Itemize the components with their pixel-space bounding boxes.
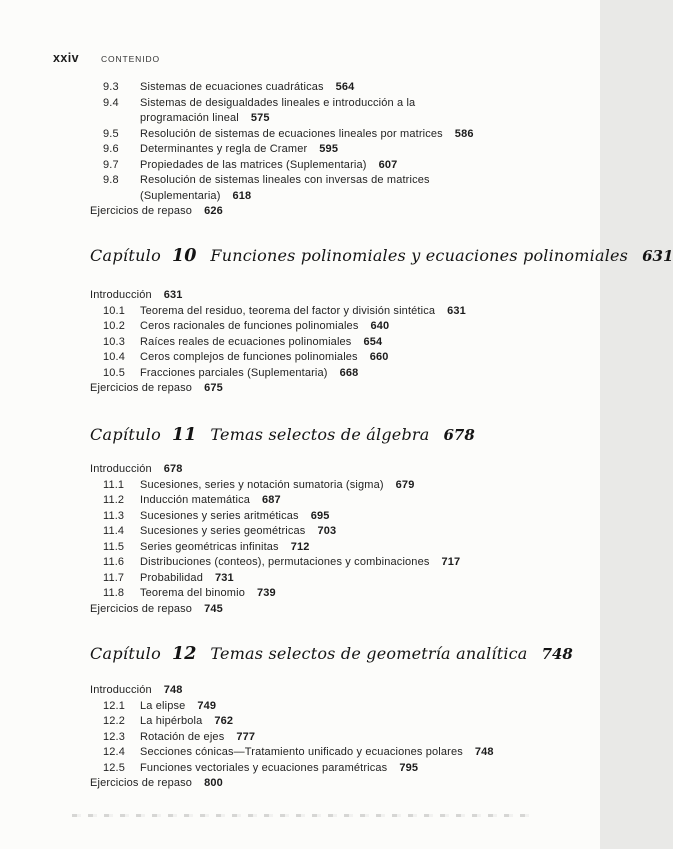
section-title: Rotación de ejes	[140, 730, 225, 743]
toc-entry	[90, 478, 580, 494]
intro-row	[90, 288, 580, 304]
chapter-label: Capítulo	[90, 644, 162, 663]
section-title: Sistemas de desigualdades lineales e introducción a la	[140, 96, 416, 109]
section-page: 695	[310, 509, 330, 522]
chapter-number: 10	[172, 246, 197, 266]
intro-page: 631	[163, 289, 183, 301]
toc-entry	[90, 730, 580, 746]
intro-page: 678	[163, 463, 183, 475]
toc-entry	[90, 745, 580, 761]
review-label: Ejercicios de repaso	[90, 602, 193, 615]
section-title: Resolución de sistemas lineales con inversas de matrices	[140, 174, 430, 186]
toc-block-chapter9	[90, 80, 580, 220]
section-page: 668	[339, 366, 359, 379]
review-page: 745	[204, 602, 223, 615]
section-title: Ceros racionales de funciones polinomiales	[140, 320, 359, 332]
section-title-continuation: (Suplementaria)	[140, 189, 221, 202]
section-number: 12.2	[103, 715, 126, 727]
section-number: 11.5	[103, 540, 125, 553]
section-title: Sistemas de ecuaciones cuadráticas	[140, 81, 324, 93]
toc-entry	[90, 540, 580, 556]
section-page: 631	[447, 304, 466, 317]
review-exercises-row	[90, 776, 580, 792]
section-number: 10.4	[103, 351, 126, 363]
section-title: Series geométricas infinitas	[140, 540, 279, 553]
section-number: 12.4	[103, 746, 126, 758]
section-number: 11.6	[103, 556, 125, 568]
section-number: 9.5	[103, 127, 119, 140]
section-title: Fracciones parciales (Suplementaria)	[140, 366, 328, 379]
section-page: 739	[256, 587, 276, 599]
review-page: 626	[204, 205, 223, 217]
toc-entry	[90, 142, 580, 158]
toc-entry	[90, 158, 580, 174]
toc-entry	[90, 335, 580, 351]
section-title-continuation: programación lineal	[140, 112, 239, 124]
page-header	[53, 49, 160, 67]
section-title: Teorema del residuo, teorema del factor y división sintética	[140, 304, 436, 317]
section-page: 586	[454, 127, 474, 140]
section-number: 11.7	[103, 571, 125, 584]
toc-entry	[90, 699, 580, 715]
chapter-label: Capítulo	[90, 246, 162, 265]
section-number: 10.1	[103, 304, 126, 317]
section-page: 749	[197, 699, 217, 712]
toc-entry	[90, 571, 580, 587]
chapter-heading	[90, 425, 475, 445]
intro-page: 748	[163, 684, 183, 696]
toc-block-chapter12	[90, 683, 580, 792]
chapter-page: 748	[541, 645, 573, 663]
chapter-page: 631	[642, 247, 673, 265]
toc-entry	[90, 96, 580, 112]
toc-entry	[90, 555, 580, 571]
intro-label: Introducción	[90, 289, 152, 301]
review-label: Ejercicios de repaso	[90, 205, 193, 217]
toc-entry-continuation	[90, 189, 580, 205]
chapter-heading	[90, 644, 573, 664]
section-number: 9.7	[103, 158, 119, 171]
section-title: Distribuciones (conteos), permutaciones y combinaciones	[140, 556, 430, 568]
section-title: Sucesiones y series aritméticas	[140, 509, 299, 522]
intro-label: Introducción	[90, 684, 152, 696]
section-number: 11.8	[103, 587, 125, 599]
section-number: 9.8	[103, 174, 119, 186]
chapter-label: Capítulo	[90, 425, 162, 444]
section-page: 717	[441, 556, 461, 568]
section-page: 731	[214, 571, 234, 584]
section-number: 10.3	[103, 335, 126, 348]
section-page: 703	[317, 525, 337, 537]
toc-entry	[90, 304, 580, 320]
section-page: 595	[319, 143, 339, 155]
toc-entry	[90, 761, 580, 777]
section-number: 9.3	[103, 81, 119, 93]
section-title: Resolución de sistemas de ecuaciones lineales por matrices	[140, 127, 443, 140]
toc-block-chapter10	[90, 288, 580, 397]
section-number: 9.6	[103, 143, 119, 155]
toc-block-chapter11	[90, 462, 580, 617]
section-number: 12.1	[103, 699, 126, 712]
intro-row	[90, 683, 580, 699]
section-title: La elipse	[140, 699, 186, 712]
section-number: 9.4	[103, 96, 119, 109]
section-number: 11.4	[103, 525, 125, 537]
toc-entry	[90, 493, 580, 509]
section-number: 11.1	[103, 478, 125, 491]
folio-page-number: xxiv	[53, 51, 79, 65]
toc-entry	[90, 319, 580, 335]
review-exercises-row	[90, 381, 580, 397]
toc-entry	[90, 366, 580, 382]
section-page: 762	[214, 715, 234, 727]
section-title: Determinantes y regla de Cramer	[140, 143, 308, 155]
section-number: 11.2	[103, 494, 125, 506]
section-number: 10.2	[103, 320, 126, 332]
review-exercises-row	[90, 602, 580, 618]
section-title: Sucesiones y series geométricas	[140, 525, 306, 537]
section-page: 795	[399, 761, 419, 774]
section-page: 607	[378, 158, 398, 171]
section-page: 660	[369, 351, 389, 363]
toc-entry-continuation	[90, 111, 580, 127]
toc-entry	[90, 80, 580, 96]
section-page: 748	[474, 746, 494, 758]
section-number: 10.5	[103, 366, 126, 379]
chapter-page: 678	[443, 426, 475, 444]
chapter-number: 12	[172, 644, 197, 664]
toc-entry	[90, 714, 580, 730]
section-page: 564	[335, 81, 355, 93]
section-page: 575	[250, 112, 270, 124]
section-title: Raíces reales de ecuaciones polinomiales	[140, 335, 352, 348]
running-head: CONTENIDO	[100, 54, 161, 64]
chapter-title: Funciones polinomiales y ecuaciones polinomiales	[210, 246, 629, 265]
section-number: 11.3	[103, 509, 125, 522]
toc-entry	[90, 173, 580, 189]
section-page: 687	[262, 494, 281, 506]
section-number: 12.3	[103, 730, 126, 743]
section-title: Ceros complejos de funciones polinomiales	[140, 351, 358, 363]
section-title: La hipérbola	[140, 715, 203, 727]
intro-row	[90, 462, 580, 478]
review-label: Ejercicios de repaso	[90, 382, 193, 394]
section-title: Inducción matemática	[140, 494, 250, 506]
toc-entry	[90, 350, 580, 366]
section-page: 679	[395, 478, 415, 491]
section-title: Propiedades de las matrices (Suplementaria)	[140, 158, 367, 171]
section-page: 777	[236, 730, 256, 743]
review-exercises-row	[90, 204, 580, 220]
intro-label: Introducción	[90, 463, 152, 475]
section-title: Teorema del binomio	[140, 587, 245, 599]
section-title: Sucesiones, series y notación sumatoria (sigma)	[140, 478, 384, 491]
section-page: 640	[370, 320, 390, 332]
chapter-title: Temas selectos de geometría analítica	[210, 644, 528, 663]
section-page: 618	[232, 189, 252, 202]
section-page: 654	[363, 335, 383, 348]
toc-entry	[90, 524, 580, 540]
section-page: 712	[290, 540, 310, 553]
section-number: 12.5	[103, 761, 126, 774]
toc-entry	[90, 509, 580, 525]
toc-entry	[90, 127, 580, 143]
section-title: Probabilidad	[140, 571, 203, 584]
review-label: Ejercicios de repaso	[90, 777, 193, 789]
section-title: Funciones vectoriales y ecuaciones paramétricas	[140, 761, 388, 774]
chapter-title: Temas selectos de álgebra	[210, 425, 430, 444]
review-page: 675	[204, 382, 223, 394]
section-title: Secciones cónicas—Tratamiento unificado y ecuaciones polares	[140, 746, 463, 758]
toc-entry	[90, 586, 580, 602]
review-page: 800	[204, 777, 223, 789]
chapter-number: 11	[172, 425, 197, 445]
chapter-heading	[90, 246, 673, 266]
scan-artifact	[72, 814, 534, 817]
